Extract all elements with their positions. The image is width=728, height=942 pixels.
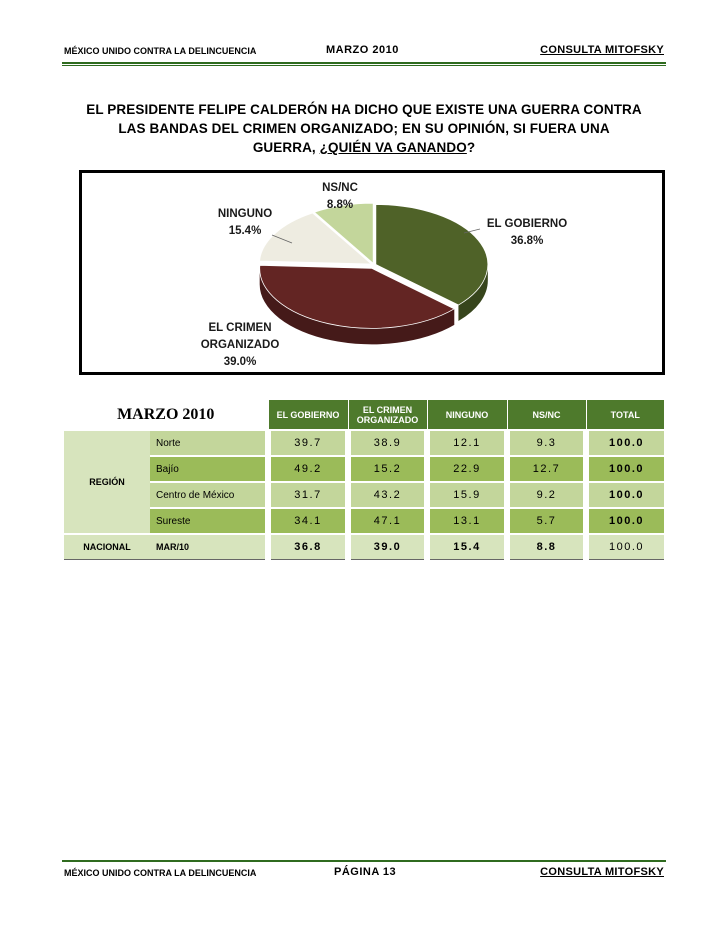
header-left: MÉXICO UNIDO CONTRA LA DELINCUENCIA: [64, 46, 257, 56]
cell: 15.9: [427, 482, 507, 508]
row-name: Centro de México: [150, 482, 268, 508]
pie-value-label: 8.8%: [326, 199, 354, 211]
pie-category-label: ORGANIZADO: [200, 339, 280, 351]
pie-chart-frame: [79, 170, 665, 375]
cell: 36.8: [268, 534, 348, 560]
title-line-2: LAS BANDAS DEL CRIMEN ORGANIZADO; EN SU OPINIÓN, SI FUERA UNA: [118, 121, 610, 136]
cell: 8.8: [507, 534, 586, 560]
cell: 47.1: [348, 508, 427, 534]
table-row: [64, 456, 664, 482]
cell: 49.2: [268, 456, 348, 482]
page-footer: [64, 866, 664, 882]
col-header: EL GOBIERNO: [268, 400, 348, 430]
cell: 22.9: [427, 456, 507, 482]
title-line-1: EL PRESIDENTE FELIPE CALDERÓN HA DICHO QUE EXISTE UNA GUERRA CONTRA: [86, 102, 642, 117]
cell: 12.7: [507, 456, 586, 482]
col-header: EL CRIMEN ORGANIZADO: [348, 400, 427, 430]
footer-left: MÉXICO UNIDO CONTRA LA DELINCUENCIA: [64, 868, 257, 878]
table-row: [64, 508, 664, 534]
page-header: [64, 44, 664, 60]
row-name: Bajío: [150, 456, 268, 482]
pie-value-label: 36.8%: [510, 235, 544, 247]
pie-chart: [82, 173, 662, 372]
footer-rule: [62, 860, 666, 862]
cell: 39.7: [268, 430, 348, 456]
pie-value-label: 39.0%: [223, 356, 257, 368]
cell-total: 100.0: [586, 430, 664, 456]
national-period: MAR/10: [150, 534, 268, 560]
question-title: [64, 100, 664, 157]
table-header-row: [64, 400, 664, 430]
title-line-3: GUERRA, ¿QUIÉN VA GANANDO?: [252, 140, 476, 155]
pie-category-label: EL CRIMEN: [208, 322, 272, 334]
table-row: [64, 482, 664, 508]
footer-center: PÁGINA 13: [334, 866, 397, 878]
cell: 31.7: [268, 482, 348, 508]
cell-total: 100.0: [586, 456, 664, 482]
national-label: NACIONAL: [64, 534, 150, 560]
cell-total: 100.0: [586, 508, 664, 534]
cell: 38.9: [348, 430, 427, 456]
header-rule: [62, 62, 666, 64]
cell: 34.1: [268, 508, 348, 534]
cell: 5.7: [507, 508, 586, 534]
table-row: [64, 430, 664, 456]
row-name: Sureste: [150, 508, 268, 534]
header-right: CONSULTA MITOFSKY: [540, 44, 664, 56]
header-center: MARZO 2010: [326, 44, 399, 56]
cell: 12.1: [427, 430, 507, 456]
row-name: Norte: [150, 430, 268, 456]
national-row: [64, 534, 664, 560]
col-header: TOTAL: [586, 400, 664, 430]
pie-category-label: EL GOBIERNO: [486, 218, 568, 230]
col-header: NINGUNO: [427, 400, 507, 430]
cell: 9.2: [507, 482, 586, 508]
cell: 15.2: [348, 456, 427, 482]
cell: 9.3: [507, 430, 586, 456]
cell: 43.2: [348, 482, 427, 508]
header-rule-thin: [62, 65, 666, 66]
cell: 39.0: [348, 534, 427, 560]
pie-value-label: 15.4%: [228, 225, 262, 237]
pie-category-label: NINGUNO: [217, 208, 273, 220]
table-corner-title: MARZO 2010: [64, 400, 268, 430]
cell: 15.4: [427, 534, 507, 560]
title-underlined: ¿QUIÉN VA GANANDO: [319, 140, 467, 155]
pie-category-label: NS/NC: [322, 182, 358, 194]
cell-total: 100.0: [586, 534, 664, 560]
footer-right: CONSULTA MITOFSKY: [540, 866, 664, 878]
region-label: REGIÓN: [64, 430, 150, 534]
col-header: NS/NC: [507, 400, 586, 430]
cell-total: 100.0: [586, 482, 664, 508]
cell: 13.1: [427, 508, 507, 534]
results-table: [64, 400, 664, 560]
